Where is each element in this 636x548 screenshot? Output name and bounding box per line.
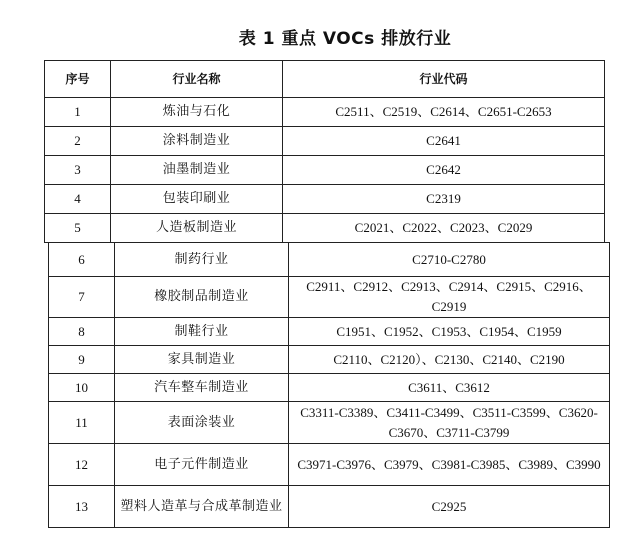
row-industry-code: C3971-C3976、C3979、C3981-C3985、C3989、C3990 — [289, 444, 610, 486]
row-industry-name: 汽车整车制造业 — [115, 374, 289, 402]
row-industry-name: 制鞋行业 — [115, 318, 289, 346]
row-industry-name: 包装印刷业 — [111, 185, 283, 214]
row-no: 3 — [45, 156, 111, 185]
row-industry-code: C2021、C2022、C2023、C2029 — [283, 214, 605, 243]
table-row — [49, 346, 610, 374]
table-row — [49, 402, 610, 444]
row-industry-code: C2925 — [289, 486, 610, 528]
row-industry-code: C2319 — [283, 185, 605, 214]
row-no: 2 — [45, 127, 111, 156]
header-industry-code: 行业代码 — [283, 61, 605, 98]
row-industry-code: C2641 — [283, 127, 605, 156]
table-row — [49, 318, 610, 346]
table-row — [49, 374, 610, 402]
row-industry-code: C2642 — [283, 156, 605, 185]
row-industry-code: C2710-C2780 — [289, 243, 610, 277]
table-row — [49, 444, 610, 486]
row-industry-name: 电子元件制造业 — [115, 444, 289, 486]
row-industry-name: 人造板制造业 — [111, 214, 283, 243]
row-industry-name: 涂料制造业 — [111, 127, 283, 156]
table-row — [45, 156, 605, 185]
row-no: 13 — [49, 486, 115, 528]
table-row — [45, 185, 605, 214]
row-industry-name: 油墨制造业 — [111, 156, 283, 185]
table-title: 表 1 重点 VOCs 排放行业 — [238, 29, 452, 49]
header-no: 序号 — [45, 61, 111, 98]
voc-industry-table-part1 — [44, 60, 605, 243]
row-industry-name: 橡胶制品制造业 — [115, 277, 289, 318]
table-row — [49, 486, 610, 528]
table-header-row — [45, 61, 605, 98]
row-industry-name: 制药行业 — [115, 243, 289, 277]
row-industry-name: 塑料人造革与合成革制造业 — [115, 486, 289, 528]
row-no: 6 — [49, 243, 115, 277]
table-row — [49, 243, 610, 277]
row-industry-code: C2911、C2912、C2913、C2914、C2915、C2916、C2919 — [289, 277, 610, 318]
header-industry-name: 行业名称 — [111, 61, 283, 98]
row-no: 9 — [49, 346, 115, 374]
row-no: 8 — [49, 318, 115, 346]
table-row — [45, 127, 605, 156]
row-no: 4 — [45, 185, 111, 214]
row-industry-code: C1951、C1952、C1953、C1954、C1959 — [289, 318, 610, 346]
voc-industry-table-part2 — [48, 242, 610, 528]
row-industry-code: C3611、C3612 — [289, 374, 610, 402]
row-no: 1 — [45, 98, 111, 127]
row-industry-name: 家具制造业 — [115, 346, 289, 374]
row-no: 12 — [49, 444, 115, 486]
row-no: 11 — [49, 402, 115, 444]
row-industry-code: C3311-C3389、C3411-C3499、C3511-C3599、C3620-C3670、C3711-C3799 — [289, 402, 610, 444]
row-no: 10 — [49, 374, 115, 402]
row-industry-code: C2110、C2120）、C2130、C2140、C2190 — [289, 346, 610, 374]
table-row — [45, 214, 605, 243]
row-no: 7 — [49, 277, 115, 318]
table-row — [49, 277, 610, 318]
table-row — [45, 98, 605, 127]
row-industry-code: C2511、C2519、C2614、C2651-C2653 — [283, 98, 605, 127]
row-industry-name: 表面涂装业 — [115, 402, 289, 444]
row-no: 5 — [45, 214, 111, 243]
row-industry-name: 炼油与石化 — [111, 98, 283, 127]
